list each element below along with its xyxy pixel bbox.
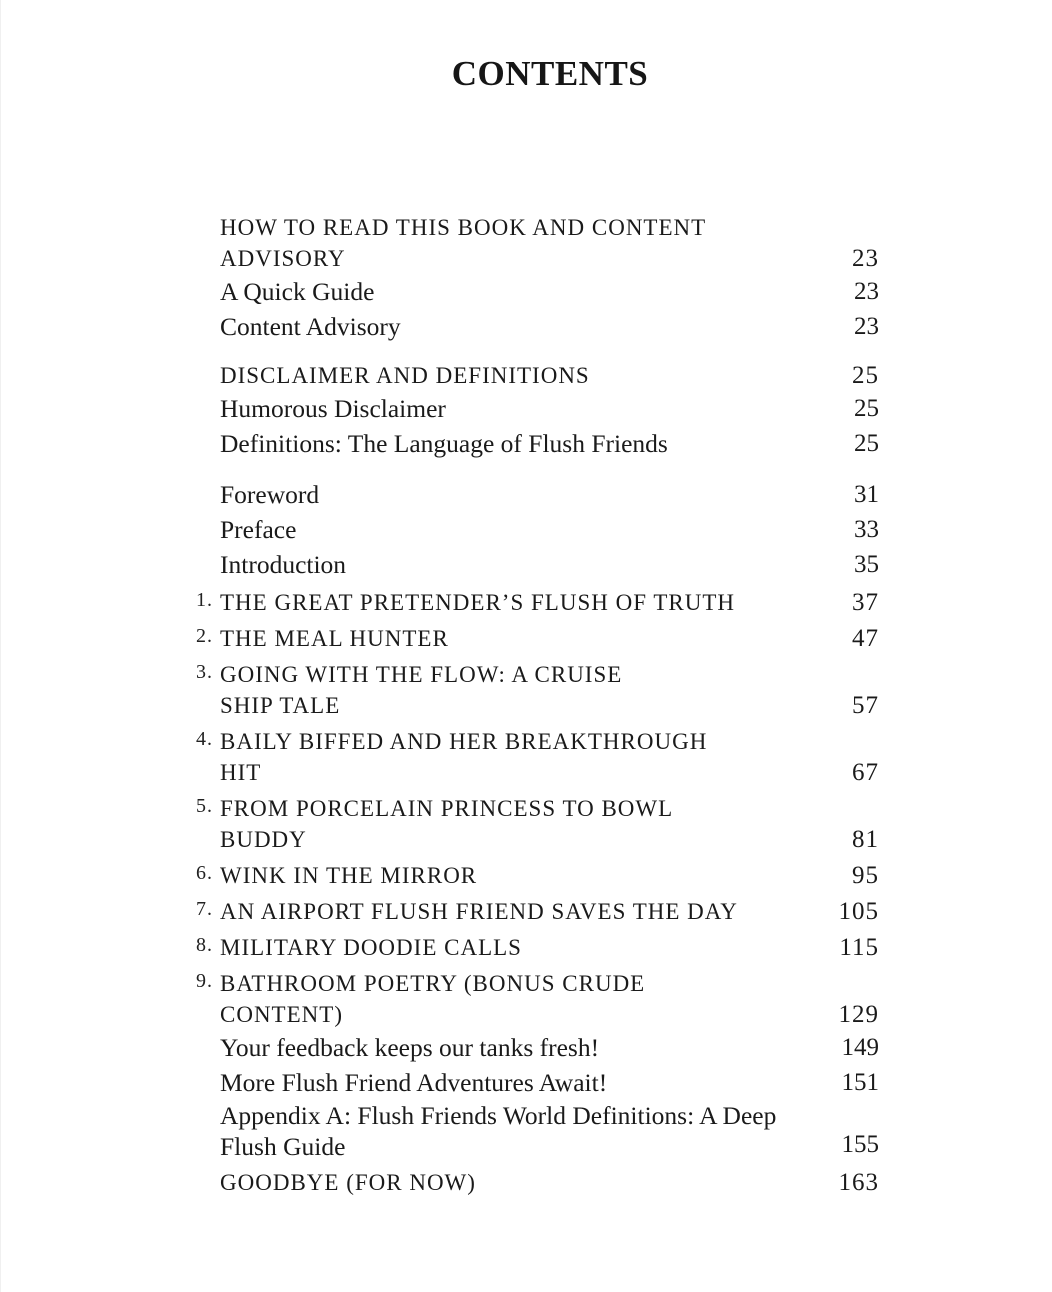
entry-title: THE GREAT PRETENDER’S FLUSH OF TRUTH [220,590,735,615]
page-number: 151 [841,1069,879,1096]
page-number: 67 [852,759,879,786]
toc-entry [1,721,1052,788]
entry-title: More Flush Friend Adventures Await! [220,1068,608,1097]
page-number: 57 [852,692,879,719]
entry-title: AN AIRPORT FLUSH FRIEND SAVES THE DAY [220,899,738,924]
chapter-number: 3. [196,661,213,683]
entry-title: Definitions: The Language of Flush Friends [220,429,668,458]
entry-title: DISCLAIMER AND DEFINITIONS [220,363,590,388]
toc-entry [1,855,1052,891]
entry-title: GOODBYE (FOR NOW) [220,1170,476,1195]
page-number: 23 [854,313,879,340]
toc-entry [1,512,1052,547]
entry-title: BATHROOM POETRY (BONUS CRUDE CONTENT) [220,971,646,1027]
entry-title: Preface [220,515,297,544]
page-number: 95 [852,862,879,889]
page-number: 155 [841,1131,879,1158]
toc-entry [1,391,1052,426]
page-number: 31 [854,481,879,508]
page-number: 35 [854,551,879,578]
page-number: 25 [852,362,879,389]
page-number: 163 [838,1169,879,1196]
toc-entry [1,963,1052,1030]
chapter-number: 4. [196,728,213,750]
entry-title: Foreword [220,480,320,509]
entry-title: Appendix A: Flush Friends World Definitions: A Deep Flush Guide [220,1101,777,1161]
chapter-number: 9. [196,970,213,992]
toc-entry [1,927,1052,963]
toc-entry [1,309,1052,344]
page-number: 23 [854,278,879,305]
toc-entry [1,1065,1052,1100]
entry-title: HOW TO READ THIS BOOK AND CONTENT ADVISORY [220,215,706,271]
entry-title: GOING WITH THE FLOW: A CRUISE SHIP TALE [220,662,623,718]
toc-entry [1,618,1052,654]
chapter-number: 2. [196,625,213,647]
chapter-number: 5. [196,795,213,817]
page-title: CONTENTS [451,54,649,93]
chapter-number: 7. [196,898,213,920]
toc-entry [1,788,1052,855]
page-number: 25 [854,395,879,422]
page-number: 25 [854,430,879,457]
toc-entry [1,426,1052,461]
entry-title: THE MEAL HUNTER [220,626,449,651]
toc-entry [1,891,1052,927]
toc-entry [1,1100,1052,1162]
page-number: 115 [839,934,879,961]
chapter-number: 8. [196,934,213,956]
table-of-contents [1,212,1052,1198]
page-number: 81 [852,826,879,853]
entry-title: BAILY BIFFED AND HER BREAKTHROUGH HIT [220,729,708,785]
toc-entry [1,212,1052,274]
toc-entry [1,1030,1052,1065]
chapter-number: 1. [196,589,213,611]
toc-entry [1,274,1052,309]
toc-entry [1,547,1052,582]
toc-entry [1,477,1052,512]
entry-title: MILITARY DOODIE CALLS [220,935,522,960]
page-number: 149 [841,1034,879,1061]
toc-entry [1,360,1052,391]
page-number: 37 [852,589,879,616]
entry-title: FROM PORCELAIN PRINCESS TO BOWL BUDDY [220,796,673,852]
page-number: 105 [838,898,879,925]
page-number: 33 [854,516,879,543]
entry-title: WINK IN THE MIRROR [220,863,478,888]
entry-title: A Quick Guide [220,277,375,306]
toc-entry [1,582,1052,618]
page-number: 129 [838,1001,879,1028]
entry-title: Introduction [220,550,347,579]
toc-entry [1,1162,1052,1198]
entry-title: Humorous Disclaimer [220,394,446,423]
page-number: 47 [852,625,879,652]
entry-title: Your feedback keeps our tanks fresh! [220,1033,600,1062]
entry-title: Content Advisory [220,312,401,341]
toc-entry [1,654,1052,721]
chapter-number: 6. [196,862,213,884]
page-number: 23 [852,245,879,272]
